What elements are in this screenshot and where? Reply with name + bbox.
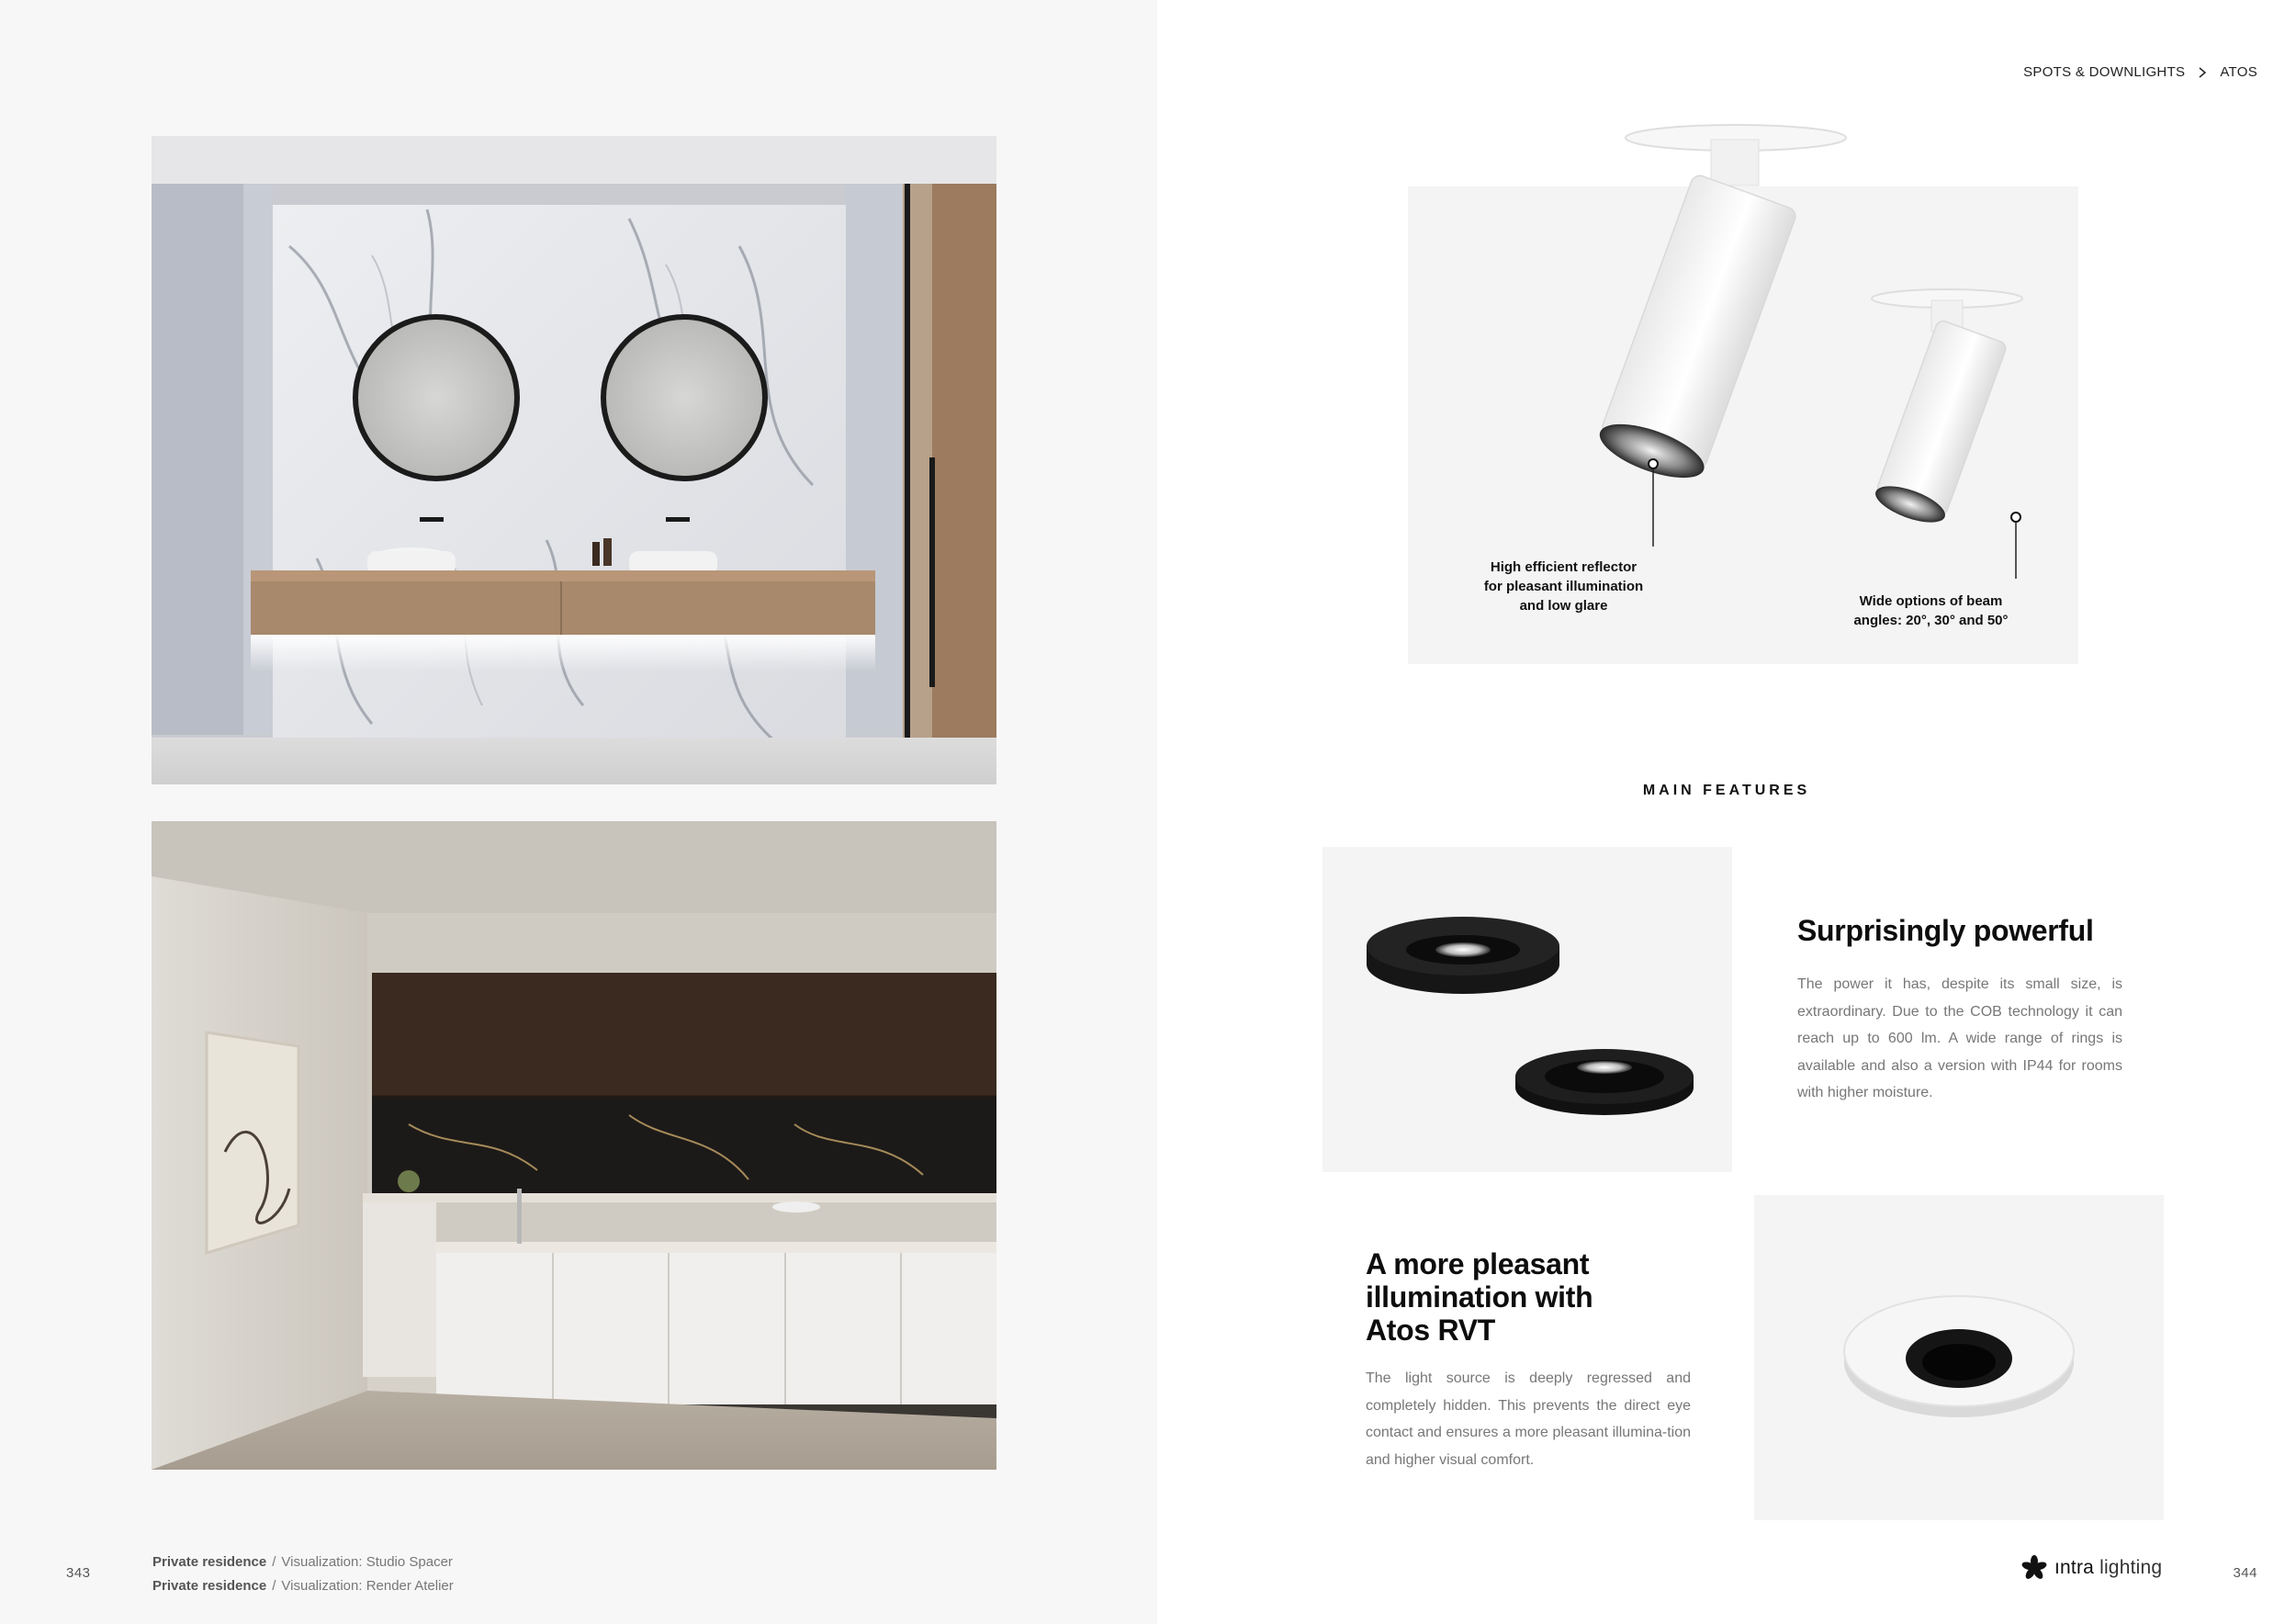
callout-line: Wide options of beam [1859, 593, 2003, 609]
callout-line: and low glare [1519, 598, 1608, 614]
photo-credit [152, 1578, 454, 1594]
credit-project: Private residence [152, 1554, 267, 1570]
kitchen-photo [152, 821, 996, 1470]
heading-line: A more pleasant [1366, 1247, 1590, 1280]
credit-project: Private residence [152, 1578, 267, 1594]
page-number: 344 [2233, 1565, 2257, 1581]
logo-word-lighting: lighting [2099, 1557, 2163, 1578]
reflector-callout [1433, 558, 1694, 615]
asterisk-flower-icon [2021, 1555, 2047, 1581]
credit-visualization: Visualization: Studio Spacer [281, 1554, 453, 1570]
black-downlights-image [1322, 847, 1732, 1172]
credit-visualization: Visualization: Render Atelier [281, 1578, 454, 1594]
callout-line: for pleasant illumination [1483, 579, 1644, 594]
bathroom-photo [152, 136, 996, 784]
photo-credit [152, 1554, 453, 1570]
feature-heading [1366, 1247, 1660, 1347]
chevron-right-icon [2196, 66, 2209, 79]
atos-spotlight-illustration [1396, 119, 2076, 597]
breadcrumb-item: ATOS [2220, 64, 2257, 80]
breadcrumb [2023, 64, 2257, 80]
logo-word-intra: ıntra [2054, 1557, 2095, 1578]
feature-description: The power it has, despite its small size, is extraordinary. Due to the COB technology it can reach up to 600 lm. A wide range of rings is available and also a version with IP44 for rooms with higher moisture. [1797, 976, 2122, 1100]
callout-line: angles: 20°, 30° and 50° [1853, 613, 2009, 628]
beam-angle-callout [1800, 592, 2062, 630]
white-downlight-image [1754, 1195, 2164, 1520]
logo-wordmark [2054, 1557, 2162, 1579]
feature-description: The light source is deeply regressed and completely hidden. This prevents the direct eye contact and ensures a more pleasant illumina-tion and higher visual comfort. [1366, 1370, 1691, 1468]
heading-line: illumination with [1366, 1280, 1593, 1314]
right-page [1157, 0, 2296, 1624]
page-number: 343 [66, 1565, 91, 1581]
callout-line: High efficient reflector [1490, 559, 1638, 575]
credit-separator: / [272, 1578, 276, 1594]
intra-lighting-logo [2021, 1555, 2162, 1581]
breadcrumb-section[interactable]: SPOTS & DOWNLIGHTS [2023, 64, 2186, 80]
heading-line: Atos RVT [1366, 1314, 1496, 1347]
feature-heading: Surprisingly powerful [1797, 914, 2094, 947]
section-title: MAIN FEATURES [1642, 783, 1811, 798]
credit-separator: / [272, 1554, 276, 1570]
